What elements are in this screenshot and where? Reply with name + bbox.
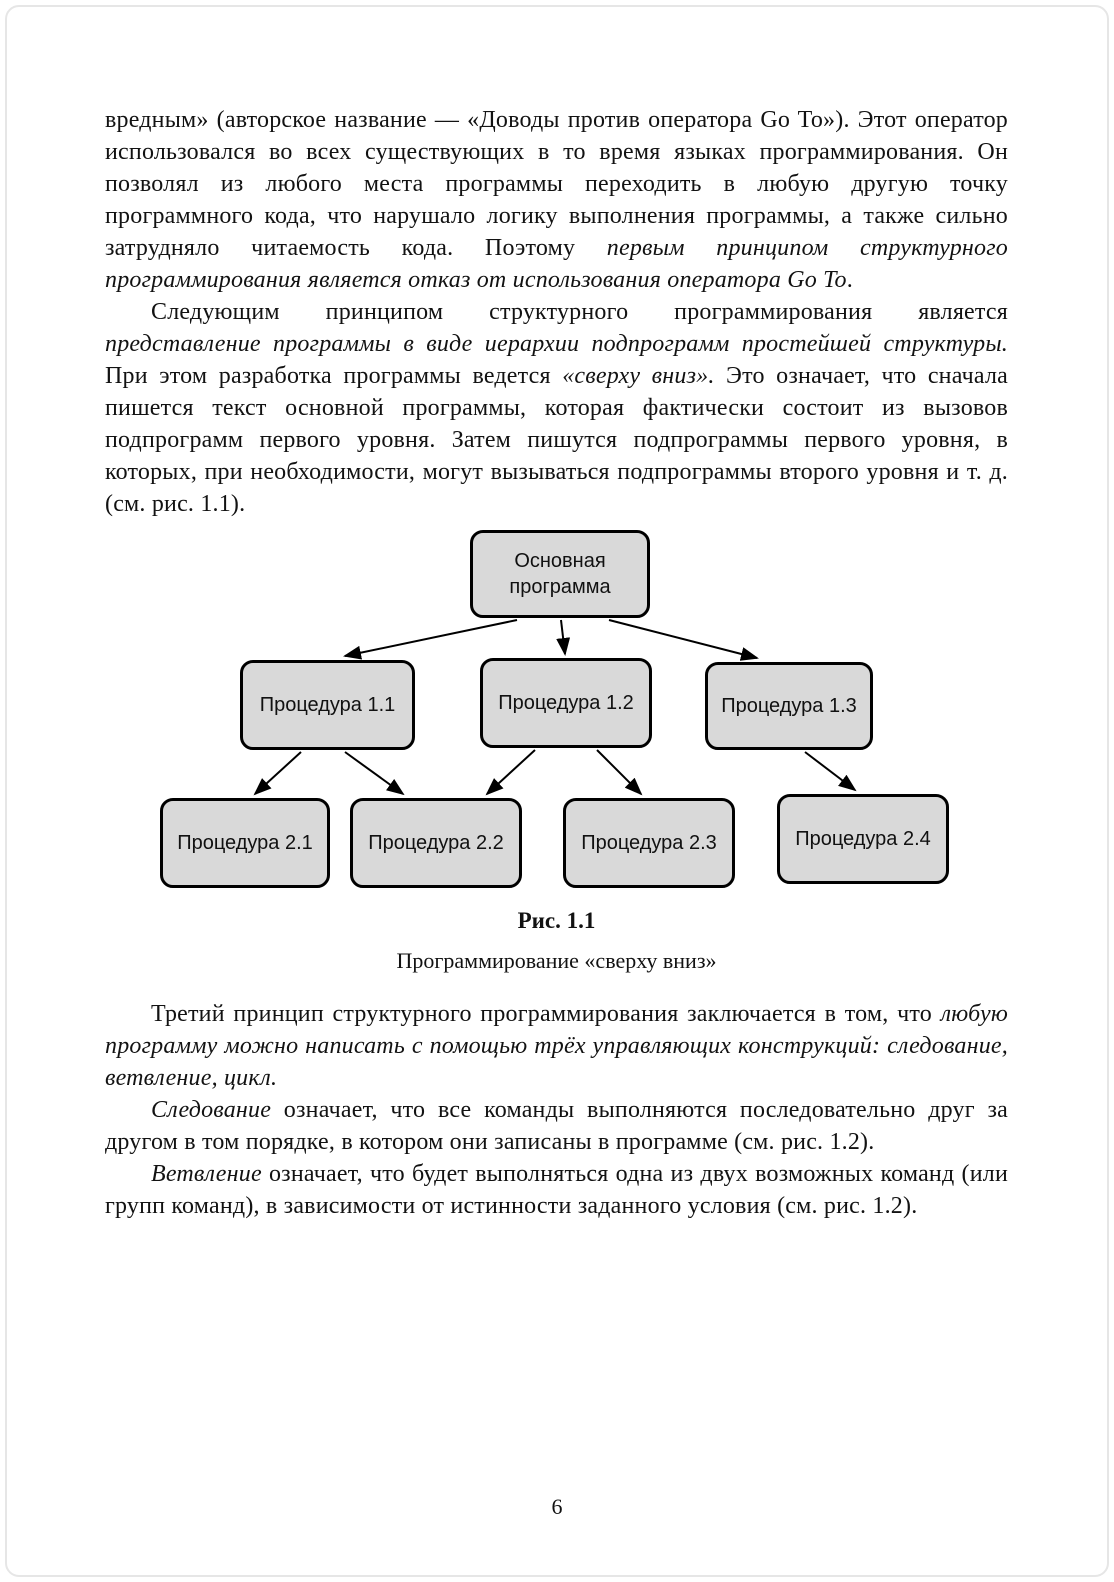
node-procedure-2-4: Процедура 2.4 [777,794,949,884]
text-run: означает, что все команды выполняются последовательно друг за другом в том порядке, в котором они записаны в программе (см. рис. 1.2). [105,1097,1008,1155]
text-run: любую программу можно написать с помощью трёх управляющих конструкций: следование, ветвление, цикл. [105,1001,1008,1091]
text-run: Ветвление [151,1161,262,1187]
figure-caption-label: Рис. 1.1 [517,908,596,933]
node-procedure-2-3: Процедура 2.3 [563,798,735,888]
node-procedure-1-3: Процедура 1.3 [705,662,873,750]
text-run: означает, что будет выполняться одна из двух возможных команд (или групп команд), в зависимости от истинности заданного условия (см. рис. 1.2). [105,1161,1008,1219]
arrow-main-to-p12 [561,620,565,654]
figure-caption-text: Программирование «сверху вниз» [396,948,717,973]
arrow-p12-to-p22 [487,750,535,794]
arrow-main-to-p13 [609,620,757,658]
arrow-main-to-p11 [345,620,517,656]
text-run: Следование [151,1097,272,1123]
node-main-program: Основная программа [470,530,650,618]
text-run: представление программы в виде иерархии подпрограмм простейшей структуры. [105,331,1008,357]
paragraph-5 [105,1158,1008,1222]
arrow-p12-to-p23 [597,750,641,794]
figure-1-1-hierarchy-diagram [105,524,1008,890]
arrow-p11-to-p21 [255,752,301,794]
node-procedure-2-1: Процедура 2.1 [160,798,330,888]
page-number: 6 [551,1494,563,1519]
text-run: вредным» (авторское название — «Доводы против оператора Go To»). Этот оператор использовался во всех существующих в то время языках программирования. Он позволял из любого места программы переходить в любую другую точку программного кода, что нарушало логику выполнения программы, а также сильно затрудняло читаемость кода. Поэтому [105,107,1008,261]
arrow-p13-to-p24 [805,752,855,790]
paragraph-4 [105,1094,1008,1158]
text-run: Это означает, что сначала пишется текст основной программы, которая фактически состоит из вызовов подпрограмм первого уровня. Затем пишутся подпрограммы первого уровня, в которых, при необходимости, могут вызываться подпрограммы второго уровня и т. д. (см. рис. 1.1). [105,363,1008,517]
paragraph-1 [105,104,1008,296]
paragraph-3 [105,998,1008,1094]
node-procedure-1-2: Процедура 1.2 [480,658,652,748]
text-run: . [846,267,853,293]
node-procedure-1-1: Процедура 1.1 [240,660,415,750]
paragraph-2 [105,296,1008,520]
arrow-p11-to-p22 [345,752,403,794]
node-procedure-2-2: Процедура 2.2 [350,798,522,888]
text-run: Следующим принципом структурного программирования является [151,299,1008,325]
text-block [105,104,1008,1222]
text-run: Третий принцип структурного программирования заключается в том, что [151,1001,941,1027]
text-run: «сверху вниз». [562,363,715,389]
text-run: первым принципом структурного программирования является отказ от использования оператора Go To [105,235,1008,293]
text-run: При этом разработка программы ведется [105,363,563,389]
